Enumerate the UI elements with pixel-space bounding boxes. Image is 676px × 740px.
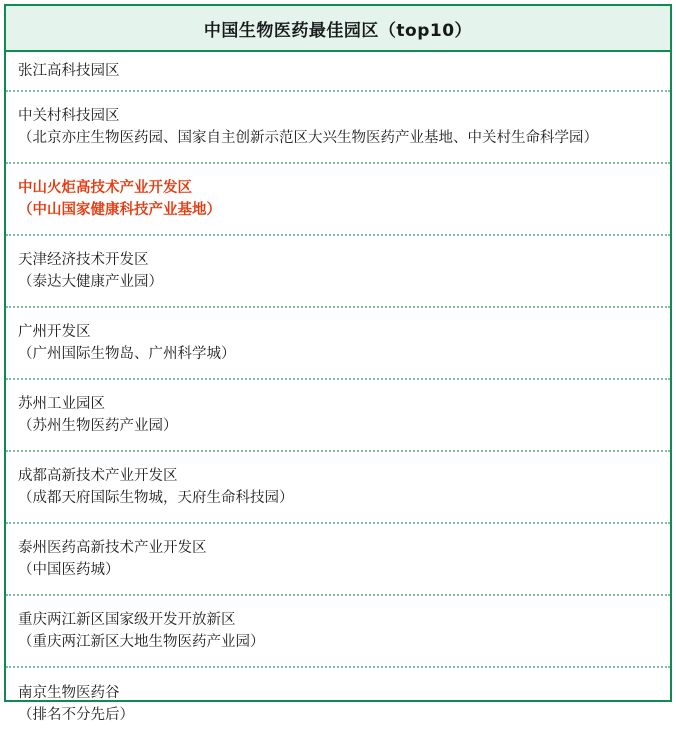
- table-row: [6, 52, 670, 92]
- park-subtitle: （排名不分先后）: [18, 707, 134, 723]
- park-name: 中山火炬高技术产业开发区: [18, 179, 192, 196]
- park-name: 张江高科技园区: [18, 62, 120, 79]
- park-name: 南京生物医药谷: [18, 684, 120, 701]
- table-row: [6, 452, 670, 524]
- table-row: [6, 668, 670, 740]
- table-row: [6, 236, 670, 308]
- park-subtitle: （苏州生物医药产业园）: [18, 418, 178, 434]
- park-subtitle: （广州国际生物岛、广州科学城）: [18, 346, 236, 362]
- park-name: 广州开发区: [18, 323, 91, 340]
- park-name: 苏州工业园区: [18, 395, 105, 412]
- table-row: [6, 524, 670, 596]
- park-subtitle: （北京亦庄生物医药园、国家自主创新示范区大兴生物医药产业基地、中关村生命科学园）: [18, 130, 598, 146]
- table-row: [6, 92, 670, 164]
- park-name: 泰州医药高新技术产业开发区: [18, 539, 207, 556]
- table-body: [6, 52, 670, 740]
- park-subtitle: （中国医药城）: [18, 562, 120, 578]
- table-row: [6, 596, 670, 668]
- table-row-highlighted: [6, 164, 670, 236]
- park-name: 中关村科技园区: [18, 107, 120, 124]
- table-row: [6, 308, 670, 380]
- park-subtitle: （成都天府国际生物城，天府生命科技园）: [18, 490, 294, 506]
- table-title: 中国生物医药最佳园区（top10）: [6, 6, 670, 52]
- park-name: 天津经济技术开发区: [18, 251, 149, 268]
- park-name: 重庆两江新区国家级开发开放新区: [18, 611, 236, 628]
- park-name: 成都高新技术产业开发区: [18, 467, 178, 484]
- table-row: [6, 380, 670, 452]
- ranking-table: [4, 4, 672, 723]
- park-subtitle: （泰达大健康产业园）: [18, 274, 163, 290]
- park-subtitle: （中山国家健康科技产业基地）: [18, 202, 221, 218]
- park-subtitle: （重庆两江新区大地生物医药产业园）: [18, 634, 265, 650]
